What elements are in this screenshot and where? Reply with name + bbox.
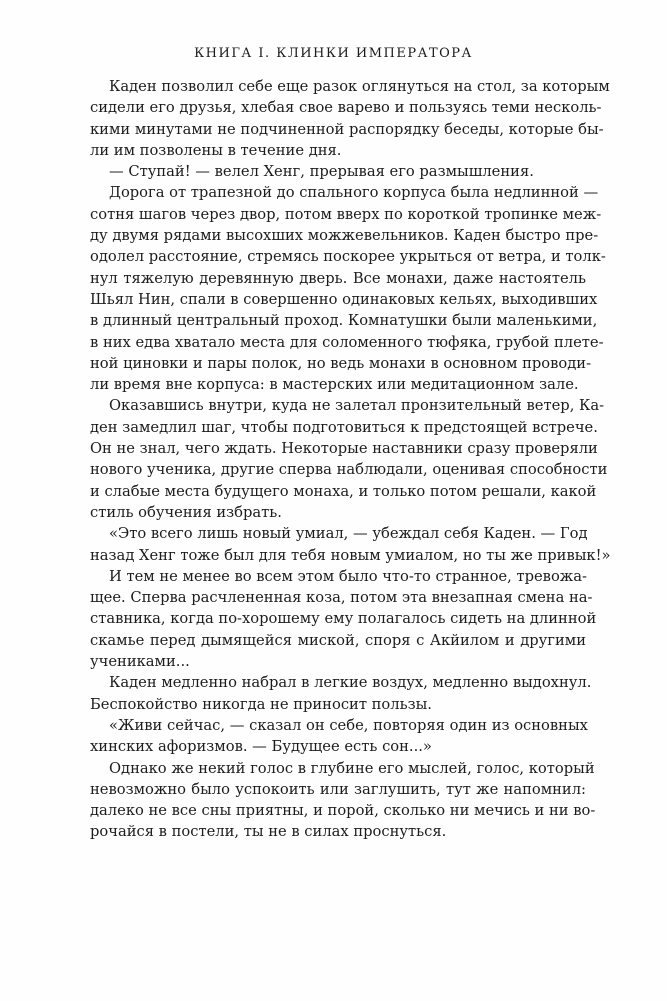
text-line: невозможно было успокоить или заглушить, тут же напомнил:: [90, 780, 586, 798]
text-line: щее. Сперва расчлененная коза, потом эта внезапная смена на-: [90, 589, 593, 607]
text-line: рочайся в постели, ты не в силах проснуться.: [90, 823, 447, 841]
text-line: «Это всего лишь новый умиал, — убеждал себя Каден. — Год: [109, 525, 588, 543]
paragraph: [90, 758, 596, 843]
paragraph: [90, 182, 606, 395]
text-line: «Живи сейчас, — сказал он себе, повторяя один из основных: [109, 716, 588, 734]
text-line: нового ученика, другие сперва наблюдали, оценивая способности: [90, 461, 608, 479]
text-line: в длинный центральный проход. Комнатушки были маленькими,: [90, 312, 598, 330]
text-line: — Ступай! — велел Хенг, прерывая его размышления.: [109, 163, 534, 181]
paragraph: [90, 76, 610, 161]
text-line: сотня шагов через двор, потом вверх по короткой тропинке меж-: [90, 205, 602, 223]
text-line: Беспокойство никогда не приносит пользы.: [90, 695, 432, 713]
paragraph: [90, 523, 611, 566]
text-line: ли время вне корпуса: в мастерских или медитационном зале.: [90, 376, 579, 394]
text-line: Оказавшись внутри, куда не залетал пронзительный ветер, Ка-: [109, 397, 605, 415]
text-line: Шьял Нин, спали в совершенно одинаковых кельях, выходивших: [90, 290, 598, 308]
text-line: кими минутами не подчиненной распорядку беседы, которые бы-: [90, 120, 604, 138]
text-line: в них едва хватало места для соломенного тюфяка, грубой плете-: [90, 333, 604, 351]
text-line: учениками...: [90, 653, 190, 671]
text-line: И тем не менее во всем этом было что-то странное, тревожа-: [109, 567, 588, 585]
text-line: Он не знал, чего ждать. Некоторые наставники сразу проверяли: [90, 440, 598, 458]
paragraph: [90, 395, 608, 523]
text-line: далеко не все сны приятны, и порой, сколько ни мечись и ни во-: [90, 802, 596, 820]
text-line: Дорога от трапезной до спального корпуса была недлинной —: [109, 184, 599, 202]
text-line: ден замедлил шаг, чтобы подготовиться к предстоящей встрече.: [90, 418, 598, 436]
running-head: КНИГА I. КЛИНКИ ИМПЕРАТОРА: [194, 46, 473, 61]
text-line: ли им позволены в течение дня.: [90, 141, 342, 159]
body-text: [90, 76, 611, 843]
text-line: Каден медленно набрал в легкие воздух, медленно выдохнул.: [109, 674, 592, 692]
paragraph: [90, 566, 597, 672]
text-line: хинских афоризмов. — Будущее есть сон...»: [90, 738, 432, 756]
text-line: и слабые места будущего монаха, и только потом решали, какой: [90, 482, 597, 500]
text-line: ной циновки и пары полок, но ведь монахи в основном проводи-: [90, 354, 592, 372]
text-line: ставника, когда по-хорошему ему полагалось сидеть на длинной: [90, 610, 597, 628]
text-line: ду двумя рядами высохших можжевельников. Каден быстро пре-: [90, 227, 599, 245]
text-line: стиль обучения избрать.: [90, 503, 282, 521]
paragraph: [90, 715, 586, 758]
text-line: нул тяжелую деревянную дверь. Все монахи, даже настоятель: [90, 269, 586, 287]
text-line: Однако же некий голос в глубине его мыслей, голос, который: [109, 759, 595, 777]
text-line: одолел расстояние, стремясь поскорее укрыться от ветра, и толк-: [90, 248, 606, 266]
paragraph: [90, 672, 592, 715]
paragraph: [90, 161, 586, 182]
text-line: сидели его друзья, хлебая свое варево и пользуясь теми несколь-: [90, 99, 602, 117]
text-line: Каден позволил себе еще разок оглянуться на стол, за которым: [109, 78, 610, 95]
text-line: назад Хенг тоже был для тебя новым умиалом, но ты же привык!»: [90, 546, 611, 564]
text-line: скамье перед дымящейся миской, споря с Акйилом и другими: [90, 631, 586, 649]
